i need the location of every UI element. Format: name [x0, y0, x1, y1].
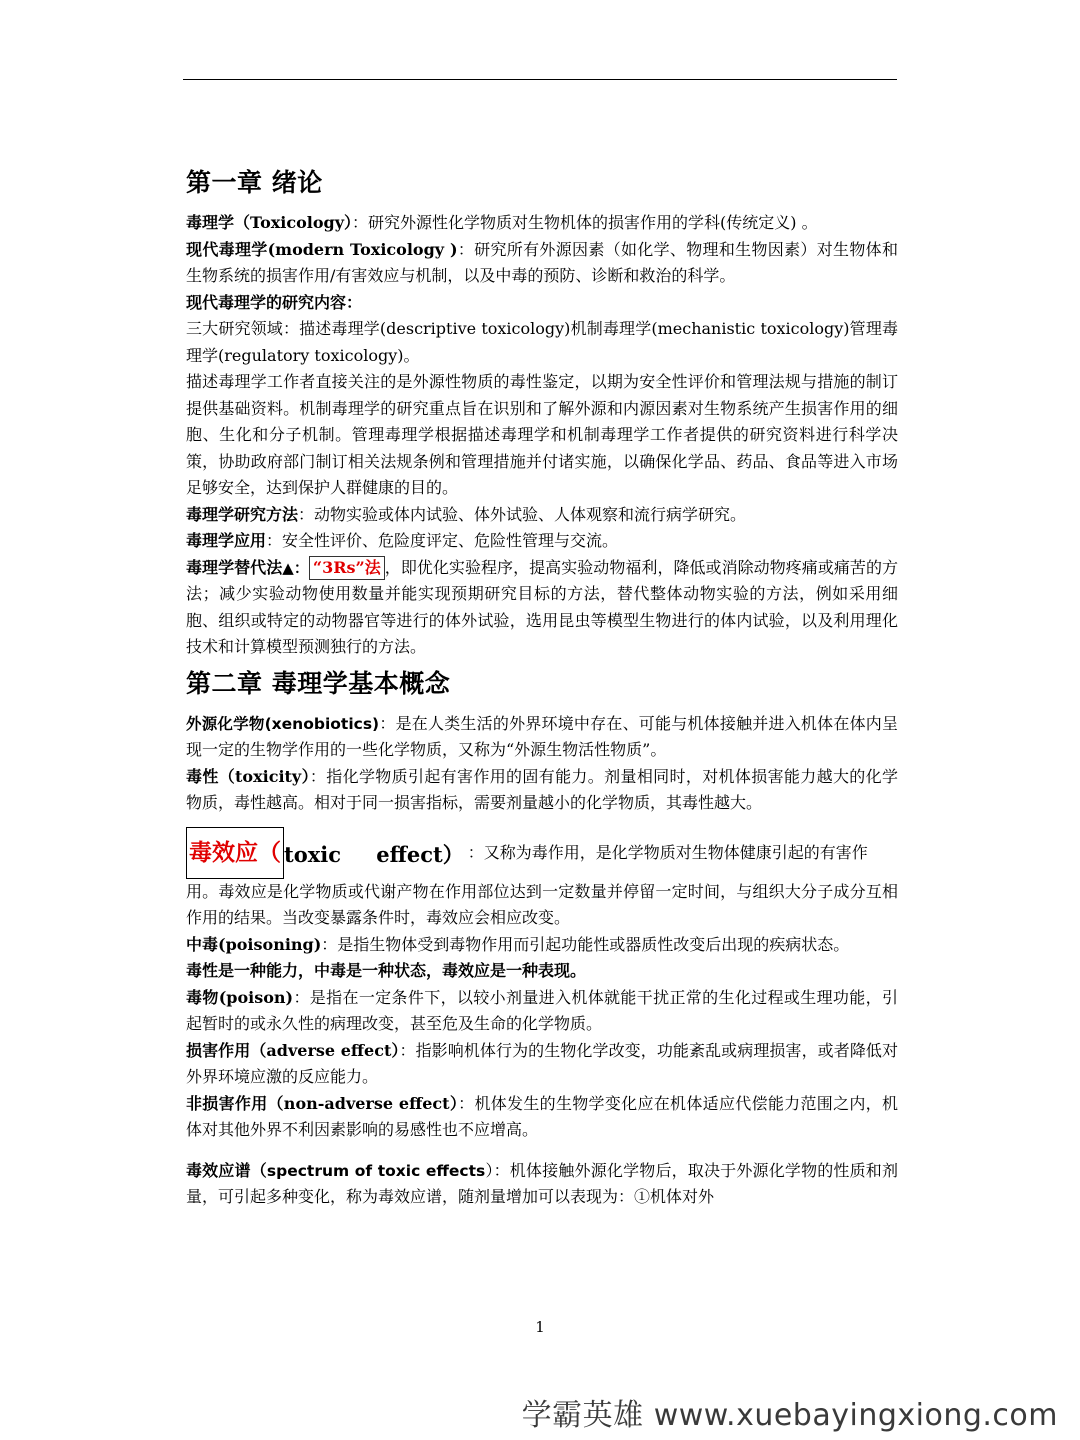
- para-descriptive-toxicology: 描述毒理学工作者直接关注的是外源性物质的毒性鉴定，以期为安全性评价和管理法规与措施的制订提供基础资料。机制毒理学的研究重点旨在识别和了解外源和内源因素对生物系统产生损害作用的细胞、生化和分子机制。管理毒理学根据描述毒理学和机制毒理学工作者提供的研究资料进行科学决策，协助政府部门制订相关法规条例和管理措施并付诸实施，以确保化学品、药品、食品等进入市场足够安全，达到保护人群健康的目的。: [186, 372, 898, 497]
- toxic-effect-english: toxic effect）: [284, 842, 464, 867]
- chapter-2-title: 第二章 毒理学基本概念: [186, 668, 451, 698]
- summary-statement: 毒性是一种能力，中毒是一种状态，毒效应是一种表现。: [186, 961, 587, 980]
- page-number: 1: [535, 1318, 545, 1336]
- header-rule: [183, 79, 897, 80]
- definition-non-adverse-effect: 非损害作用（non-adverse effect）：机体发生的生物学变化应在机体适应代偿能力范围之内，机体对其他外界不利因素影响的易感性也不应增高。: [186, 1093, 898, 1139]
- term-poisoning: 中毒(poisoning): [186, 934, 322, 954]
- para-research-fields: 三大研究领域：描述毒理学(descriptive toxicology)机制毒理学(mechanistic toxicology)管理毒理学(regulatory toxicology)。: [186, 319, 898, 365]
- term-research-methods: 毒理学研究方法: [186, 504, 299, 524]
- definition-poison: 毒物(poison)：是指在一定条件下，以较小剂量进入机体就能干扰正常的生化过程或生理功能，引起暂时的或永久性的病理改变，甚至危及生命的化学物质。: [186, 987, 898, 1033]
- definition-spectrum-of-toxic-effects: 毒效应谱（spectrum of toxic effects）：机体接触外源化学物后，取决于外源化学物的性质和剂量，可引起多种变化，称为毒效应谱，随剂量增加可以表现为：①机体对外: [186, 1160, 898, 1206]
- toxic-effect-heading-line: [186, 827, 898, 879]
- term-poison: 毒物(poison): [186, 987, 294, 1007]
- research-methods: 毒理学研究方法：动物实验或体内试验、体外试验、人体观察和流行病学研究。: [186, 504, 747, 524]
- toxic-effect-definition-start: ：又称为毒作用，是化学物质对生物体健康引起的有害作: [467, 843, 868, 862]
- term-toxicity: 毒性（toxicity）: [186, 766, 310, 786]
- toxic-effect-highlight-box: 毒效应（: [186, 827, 284, 879]
- definition-toxicology: 毒理学（Toxicology）：研究外源性化学物质对生物机体的损害作用的学科(传统定义) 。: [186, 213, 818, 232]
- term-spectrum-en: spectrum of toxic effects: [266, 1161, 486, 1180]
- site-watermark: 学霸英雄 www.xuebayingxiong.com: [521, 1398, 1058, 1433]
- applications: 毒理学应用：安全性评价、危险度评定、危险性管理与交流。: [186, 531, 619, 550]
- definition-adverse-effect: 损害作用（adverse effect）：指影响机体行为的生物化学改变，功能紊乱或病理损害，或者降低对外界环境应激的反应能力。: [186, 1040, 898, 1086]
- term-alternative-methods: 毒理学替代法: [186, 557, 283, 577]
- 3rs-highlight-box: “3Rs”法: [309, 556, 385, 580]
- term-spectrum-cn: 毒效应谱（: [186, 1160, 267, 1180]
- term-applications: 毒理学应用: [186, 531, 267, 550]
- alternative-methods: 毒理学替代法▲： “3Rs”法 ，即优化实验程序，提高实验动物福利，降低或消除动物疼痛或痛苦的方法；减少实验动物使用数量并能实现预期研究目标的方法，替代整体动物实验的方法，例如采用细胞、组织或特定的动物器官等进行的体外试验，选用昆虫等模型生物进行的体内试验，以及利用理化技术和计算模型预测独行的方法。: [186, 557, 898, 656]
- toxic-effect-definition-cont: 用。毒效应是化学物质或代谢产物在作用部位达到一定数量并停留一定时间，与组织大分子成分互相作用的结果。当改变暴露条件时，毒效应会相应改变。: [186, 881, 898, 927]
- definition-toxicity: 毒性（toxicity）：指化学物质引起有害作用的固有能力。剂量相同时，对机体损害能力越大的化学物质，毒性越高。相对于同一损害指标，需要剂量越小的化学物质，其毒性越大。: [186, 766, 898, 812]
- triangle-marker: ▲：: [282, 558, 309, 577]
- chapter-1-title: 第一章 绪论: [186, 168, 323, 197]
- term-modern-toxicology: 现代毒理学(modern Toxicology ): [186, 239, 458, 259]
- term-xenobiotics: 外源化学物(xenobiotics): [186, 714, 380, 733]
- term-adverse-effect: 损害作用（adverse effect）: [186, 1040, 400, 1060]
- term-non-adverse-effect: 非损害作用（non-adverse effect）: [186, 1093, 459, 1113]
- term-toxicology: 毒理学（Toxicology）: [186, 213, 353, 232]
- definition-poisoning: 中毒(poisoning)：是指生物体受到毒物作用而引起功能性或器质性改变后出现的疾病状态。: [186, 934, 850, 954]
- definition-xenobiotics: 外源化学物(xenobiotics)：是在人类生活的外界环境中存在、可能与机体接触并进入机体在体内呈现一定的生物学作用的一些化学物质，又称为“外源生物活性物质”。: [186, 713, 898, 759]
- research-content-heading: 现代毒理学的研究内容：: [186, 292, 363, 312]
- document-body: [186, 166, 898, 1211]
- definition-modern-toxicology: 现代毒理学(modern Toxicology )：研究所有外源因素（如化学、物理和生物因素）对生物体和生物系统的损害作用/有害效应与机制，以及中毒的预防、诊断和救治的科学。: [186, 239, 898, 285]
